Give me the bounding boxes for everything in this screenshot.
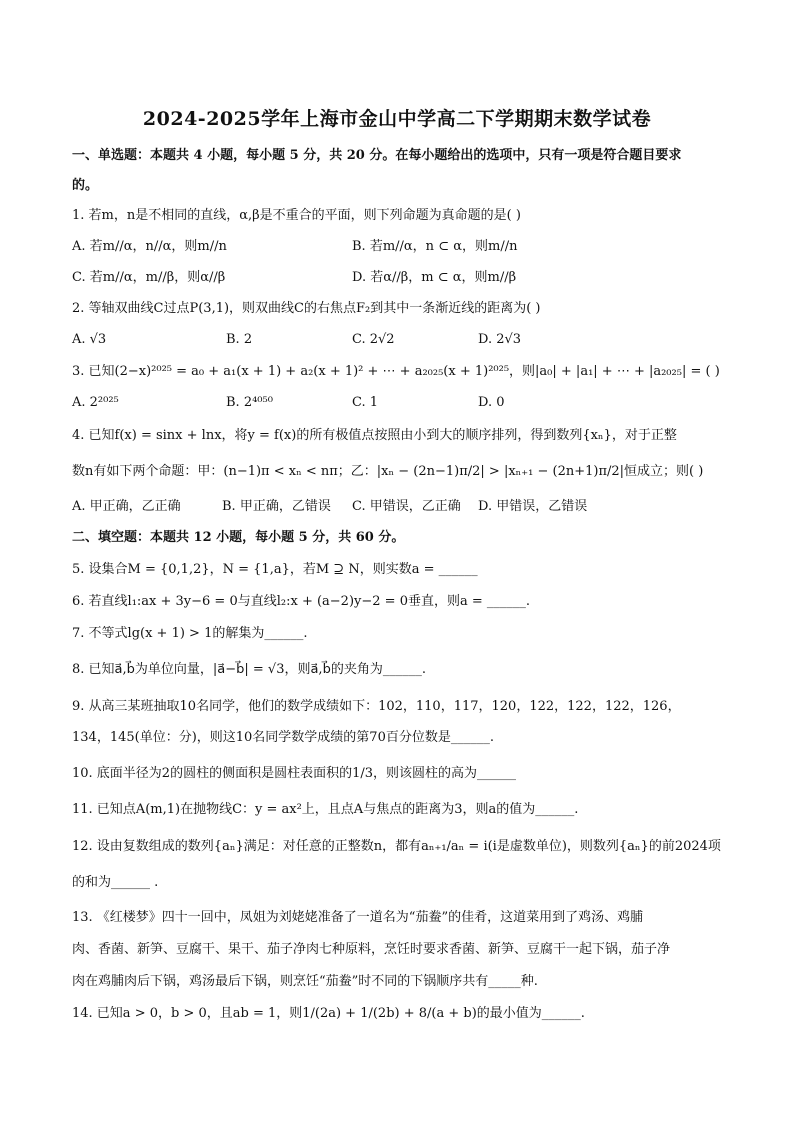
section2-heading: 二、填空题：本题共 12 小题，每小题 5 分，共 60 分。 (72, 530, 405, 545)
question-5: 5. 设集合M = {0,1,2}，N = {1,a}，若M ⊇ N，则实数a = ______ (72, 562, 478, 577)
question-13-stem: 13. 《红楼梦》四十一回中，凤姐为刘姥姥准备了一道名为“茄鲞”的佳肴，这道菜用到了鸡汤、鸡脯 (72, 910, 644, 925)
question-12-stem: 12. 设由复数组成的数列{aₙ}满足：对任意的正整数n，都有aₙ₊₁/aₙ = i(i是虚数单位)，则数列{aₙ}的前2024项 (72, 839, 721, 854)
question-9-stem-cont: 134，145(单位：分)，则这10名同学数学成绩的第70百分位数是______. (72, 730, 494, 745)
question-14: 14. 已知a > 0，b > 0，且ab = 1，则1/(2a) + 1/(2b) + 8/(a + b)的最小值为______. (72, 1006, 585, 1021)
question-1-option-c: C. 若m//α，m//β，则α//β (72, 270, 226, 285)
question-2-option-a: A. √3 (72, 332, 107, 347)
question-1-stem: 1. 若m，n是不相同的直线，α,β是不重合的平面，则下列命题为真命题的是( ) (72, 208, 521, 223)
question-7: 7. 不等式lg(x + 1) > 1的解集为______. (72, 626, 308, 641)
exam-title: 2024-2025学年上海市金山中学高二下学期期末数学试卷 (142, 108, 652, 130)
section1-heading: 一、单选题：本题共 4 小题，每小题 5 分，共 20 分。在每小题给出的选项中，只有一项是符合题目要求 (72, 148, 682, 163)
question-4-stem: 4. 已知f(x) = sinx + lnx，将y = f(x)的所有极值点按照由小到大的顺序排列，得到数列{xₙ}，对于正整 (72, 428, 677, 443)
question-9-stem: 9. 从高三某班抽取10名同学，他们的数学成绩如下：102，110，117，120，122，122，122，126， (72, 699, 681, 714)
question-8: 8. 已知a⃗,b⃗为单位向量，|a⃗−b⃗| = √3，则a⃗,b⃗的夹角为______. (72, 662, 426, 677)
question-3-option-a: A. 2²⁰²⁵ (72, 395, 119, 410)
question-10: 10. 底面半径为2的圆柱的侧面积是圆柱表面积的1/3，则该圆柱的高为______ (72, 766, 516, 781)
question-1-option-b: B. 若m//α，n ⊂ α，则m//n (352, 239, 518, 254)
question-1-option-a: A. 若m//α，n//α，则m//n (72, 239, 227, 254)
question-4-option-c: C. 甲错误，乙正确 (352, 499, 461, 514)
question-11: 11. 已知点A(m,1)在抛物线C：y = ax²上，且点A与焦点的距离为3，则a的值为______. (72, 802, 579, 817)
question-4-option-a: A. 甲正确，乙正确 (72, 499, 181, 514)
question-6: 6. 若直线l₁:ax + 3y−6 = 0与直线l₂:x + (a−2)y−2 = 0垂直，则a = ______. (72, 594, 531, 609)
question-1-option-d: D. 若α//β，m ⊂ α，则m//β (352, 270, 517, 285)
question-13-stem-cont-1: 肉、香菌、新笋、豆腐干、果干、茄子净肉七种原料，烹饪时要求香菌、新笋、豆腐干一起下锅，茄子净 (72, 942, 671, 957)
question-4-option-d: D. 甲错误，乙错误 (478, 499, 588, 514)
question-3-option-b: B. 2⁴⁰⁵⁰ (226, 395, 273, 410)
question-2-option-b: B. 2 (226, 332, 253, 347)
question-4-stem-cont: 数n有如下两个命题：甲：(n−1)π < xₙ < nπ；乙：|xₙ − (2n−1)π/2| > |xₙ₊₁ − (2n+1)π/2|恒成立；则( ) (72, 464, 704, 479)
question-2-option-d: D. 2√3 (478, 332, 522, 347)
question-2-option-c: C. 2√2 (352, 332, 395, 347)
question-3-stem: 3. 已知(2−x)²⁰²⁵ = a₀ + a₁(x + 1) + a₂(x + 1)² + ⋯ + a₂₀₂₅(x + 1)²⁰²⁵，则|a₀| + |a₁| + ⋯ + |a₂₀₂₅| = ( ) (72, 364, 720, 379)
question-13-stem-cont-2: 肉在鸡脯肉后下锅，鸡汤最后下锅，则烹饪“茄鲞”时不同的下锅顺序共有_____种. (72, 974, 538, 989)
question-3-option-c: C. 1 (352, 395, 379, 410)
section1-heading-cont: 的。 (72, 178, 99, 193)
question-3-option-d: D. 0 (478, 395, 505, 410)
question-12-stem-cont: 的和为______ . (72, 875, 159, 890)
question-4-option-b: B. 甲正确，乙错误 (222, 499, 331, 514)
question-2-stem: 2. 等轴双曲线C过点P(3,1)，则双曲线C的右焦点F₂到其中一条渐近线的距离为( ) (72, 301, 541, 316)
